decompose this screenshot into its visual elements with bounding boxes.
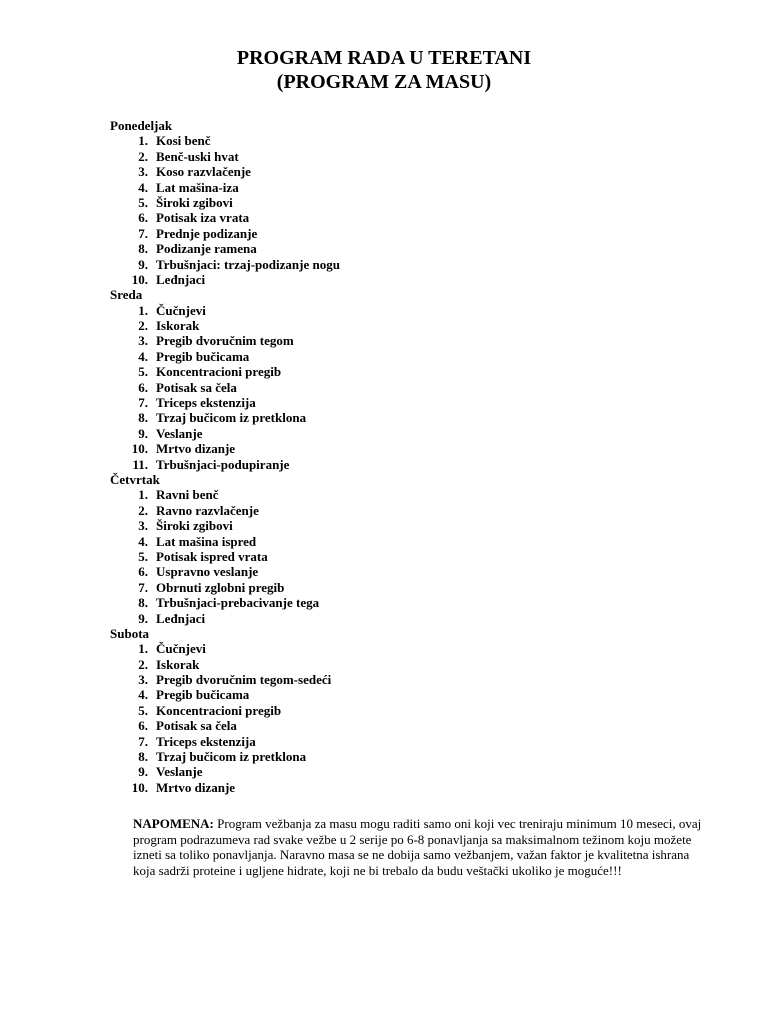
exercise-name: Potisak sa čela [156, 379, 237, 395]
exercise-item [110, 672, 670, 687]
exercise-name: Čučnjevi [156, 302, 206, 318]
exercise-number: 4. [138, 179, 148, 195]
exercise-number: 1. [138, 487, 148, 503]
exercise-name: Iskorak [156, 318, 200, 334]
exercise-item [110, 210, 670, 225]
day-heading: Subota [110, 625, 150, 641]
exercise-number: 4. [138, 348, 148, 364]
exercise-name: Iskorak [156, 656, 200, 672]
exercise-item [110, 226, 670, 241]
page-subtitle: (PROGRAM ZA MASU) [276, 71, 492, 93]
exercise-number: 7. [138, 225, 148, 241]
exercise-number: 7. [138, 733, 148, 749]
exercise-number: 2. [138, 318, 148, 334]
exercise-list [110, 641, 670, 795]
exercise-list [110, 133, 670, 287]
exercise-number: 5. [138, 364, 148, 380]
exercise-number: 8. [138, 241, 148, 257]
exercise-name: Lat mašina-iza [156, 179, 239, 195]
day-section [110, 472, 670, 626]
exercise-name: Trzaj bučicom iz pretklona [156, 749, 307, 765]
exercise-number: 4. [138, 687, 148, 703]
exercise-number: 2. [138, 502, 148, 518]
exercise-number: 8. [138, 749, 148, 765]
exercise-name: Kosi benč [156, 133, 211, 149]
exercise-number: 5. [138, 194, 148, 210]
exercise-name: Triceps ekstenzija [156, 395, 256, 411]
exercise-item [110, 595, 670, 610]
exercise-number: 9. [138, 256, 148, 272]
exercise-item [110, 734, 670, 749]
exercise-item [110, 718, 670, 733]
exercise-number: 9. [138, 610, 148, 626]
exercise-item [110, 441, 670, 456]
exercise-name: Benč-uski hvat [156, 148, 239, 164]
exercise-item [110, 487, 670, 502]
exercise-name: Lat mašina ispred [156, 533, 257, 549]
exercise-item [110, 395, 670, 410]
exercise-name: Leđnjaci [156, 271, 206, 287]
exercise-name: Trbušnjaci: trzaj-podizanje nogu [156, 256, 340, 272]
exercise-name: Podizanje ramena [156, 241, 257, 257]
exercise-number: 6. [138, 564, 148, 580]
exercise-number: 7. [138, 579, 148, 595]
exercise-name: Ravno razvlačenje [156, 502, 259, 518]
exercise-name: Koso razvlačenje [156, 164, 251, 180]
exercise-item [110, 195, 670, 210]
exercise-item [110, 549, 670, 564]
exercise-list [110, 303, 670, 472]
exercise-item [110, 534, 670, 549]
exercise-name: Pregib dvoručnim tegom [156, 333, 294, 349]
exercise-name: Pregib dvoručnim tegom-sedeći [156, 672, 332, 688]
exercise-number: 1. [138, 133, 148, 149]
exercise-item [110, 611, 670, 626]
exercise-number: 10. [131, 441, 148, 457]
exercise-name: Široki zgibovi [156, 518, 233, 534]
exercise-name: Trbušnjaci-prebacivanje tega [156, 595, 320, 611]
exercise-name: Prednje podizanje [156, 225, 258, 241]
day-heading: Ponedeljak [110, 118, 173, 133]
exercise-item [110, 349, 670, 364]
exercise-item [110, 303, 670, 318]
exercise-number: 1. [138, 641, 148, 657]
exercise-number: 2. [138, 148, 148, 164]
exercise-number: 3. [138, 518, 148, 534]
exercise-name: Pregib bučicama [156, 348, 250, 364]
exercise-name: Potisak iza vrata [156, 210, 250, 226]
exercise-number: 3. [138, 333, 148, 349]
exercise-number: 6. [138, 379, 148, 395]
exercise-item [110, 318, 670, 333]
exercise-name: Potisak ispred vrata [156, 548, 268, 564]
exercise-item [110, 764, 670, 779]
exercise-name: Trbušnjaci-podupiranje [156, 456, 290, 472]
exercise-item [110, 164, 670, 179]
exercise-item [110, 333, 670, 348]
exercise-number: 10. [131, 271, 148, 287]
exercise-item [110, 564, 670, 579]
exercise-number: 5. [138, 702, 148, 718]
day-section [110, 626, 670, 795]
day-section [110, 118, 670, 287]
exercise-item [110, 149, 670, 164]
page-title: PROGRAM RADA U TERETANI [236, 47, 532, 69]
exercise-name: Široki zgibovi [156, 194, 233, 210]
exercise-item [110, 180, 670, 195]
exercise-name: Trzaj bučicom iz pretklona [156, 410, 307, 426]
exercise-name: Pregib bučicama [156, 687, 250, 703]
exercise-list [110, 487, 670, 626]
exercise-item [110, 257, 670, 272]
exercise-number: 6. [138, 718, 148, 734]
exercise-number: 6. [138, 210, 148, 226]
exercise-item [110, 380, 670, 395]
exercise-item [110, 657, 670, 672]
exercise-number: 5. [138, 548, 148, 564]
exercise-name: Mrtvo dizanje [156, 441, 236, 457]
exercise-item [110, 410, 670, 425]
exercise-item [110, 518, 670, 533]
day-section [110, 287, 670, 472]
exercise-number: 9. [138, 425, 148, 441]
exercise-item [110, 133, 670, 148]
exercise-number: 8. [138, 410, 148, 426]
exercise-item [110, 703, 670, 718]
exercise-name: Uspravno veslanje [156, 564, 259, 580]
exercise-name: Mrtvo dizanje [156, 779, 236, 795]
exercise-number: 4. [138, 533, 148, 549]
exercise-item [110, 749, 670, 764]
day-heading: Četvrtak [110, 471, 160, 487]
exercise-number: 11. [132, 456, 148, 472]
exercise-name: Veslanje [156, 764, 203, 780]
exercise-number: 9. [138, 764, 148, 780]
note-text: Program vežbanja za masu mogu raditi samo oni koji vec treniraju minimum 10 meseci, ovaj program podrazumeva rad svake vežbe u 2 serije po 6-8 ponavljanja sa maksimalnom težinom koju možete izneti sa toliko ponavljanja. Naravno masa se ne dobija samo vežbanjem, važan faktor je kvalitetna ishrana koja sadrži proteine i ugljene hidrate, koji ne bi trebalo da budu veštački ukoliko je moguće!!! [133, 816, 702, 878]
exercise-item [110, 641, 670, 656]
exercise-number: 7. [138, 395, 148, 411]
exercise-name: Triceps ekstenzija [156, 733, 256, 749]
exercise-item [110, 241, 670, 256]
exercise-name: Ravni benč [156, 487, 219, 503]
exercise-name: Koncentracioni pregib [156, 702, 282, 718]
exercise-item [110, 580, 670, 595]
exercise-item [110, 426, 670, 441]
exercise-number: 1. [138, 302, 148, 318]
exercise-name: Čučnjevi [156, 641, 206, 657]
exercise-number: 2. [138, 656, 148, 672]
exercise-number: 10. [131, 779, 148, 795]
note-paragraph [133, 816, 703, 878]
exercise-item [110, 272, 670, 287]
exercise-item [110, 457, 670, 472]
exercise-item [110, 780, 670, 795]
workout-schedule [110, 118, 670, 795]
exercise-name: Obrnuti zglobni pregib [156, 579, 285, 595]
day-heading: Sreda [110, 287, 143, 303]
exercise-name: Potisak sa čela [156, 718, 237, 734]
exercise-number: 3. [138, 672, 148, 688]
exercise-name: Koncentracioni pregib [156, 364, 282, 380]
exercise-item [110, 503, 670, 518]
note-label: NAPOMENA: [133, 816, 214, 831]
exercise-name: Leđnjaci [156, 610, 206, 626]
exercise-name: Veslanje [156, 425, 203, 441]
exercise-number: 8. [138, 595, 148, 611]
exercise-item [110, 364, 670, 379]
exercise-number: 3. [138, 164, 148, 180]
exercise-item [110, 687, 670, 702]
